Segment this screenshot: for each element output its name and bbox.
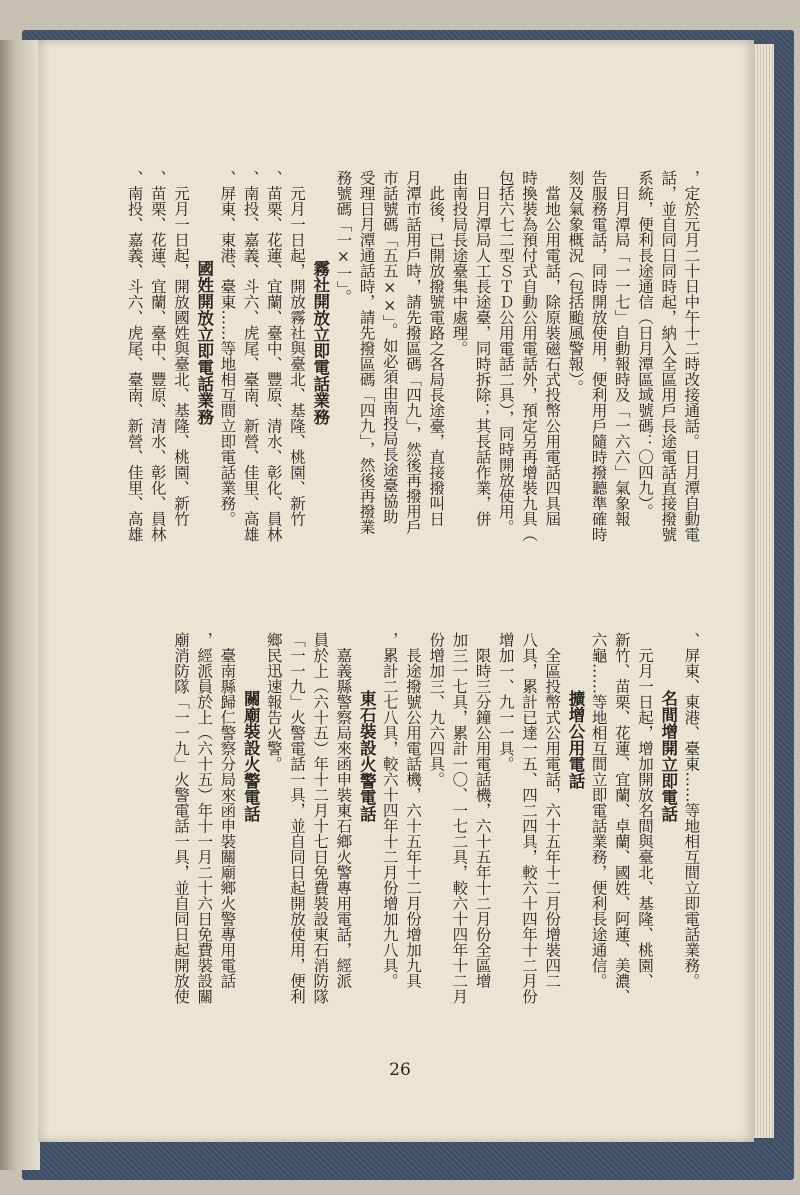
text-column: 日月潭局「一一七」自動報時及「一六六」氣象報 — [612, 170, 631, 527]
text-column: 限時三分鐘公用電話機，六十五年十二月份全區增 — [473, 632, 492, 989]
text-column: 加三一七具，累計一〇、一七二具，較六十四年十二月 — [450, 632, 469, 1004]
text-column: 時換裝為預付式自動公用電話外，預定另再增裝九具（ — [520, 170, 538, 542]
text-column: 、南投、嘉義、斗六、虎尾、臺南、新營、佳里、高雄 — [241, 170, 260, 542]
text-column: 新竹、苗栗、花蓮、宜蘭、卓蘭、國姓、阿蓮、美濃、 — [612, 632, 631, 1004]
text-column: 市話號碼「五五××」。如必須由南投局長途臺協助 — [380, 170, 399, 524]
section-heading: 擴增公用電話 — [566, 690, 585, 789]
text-column: 由南投局長途臺集中處理。 — [450, 170, 469, 356]
text-column: 、苗栗、花蓮、宜蘭、臺中、豐原、清水、彰化、員林 — [148, 170, 167, 542]
text-column: ，累計二七八具，較六十四年十二月份增加九八具。 — [380, 632, 399, 989]
text-column: 廟消防隊「一一九」火警電話一具，並自同日起開放使 — [172, 632, 190, 1004]
text-column: 、苗栗、花蓮、宜蘭、臺中、豐原、清水、彰化、員林 — [264, 170, 283, 542]
text-column: 包括六七二型ＳＴＤ公用電話二具），同時開放使用。 — [496, 170, 515, 535]
text-column: 元月一日起，增加開放名間與臺北、基隆、桃園、 — [636, 632, 654, 989]
section-heading: 國姓開放立即電話業務 — [194, 260, 214, 425]
text-column: 增加一、九一一具。 — [496, 632, 515, 772]
text-column: 、屏東、東港、臺東……等地相互間立即電話業務。 — [218, 170, 237, 527]
section-heading: 霧社開放立即電話業務 — [310, 260, 330, 425]
text-column: 月潭市話用戶時，請先撥區碼「四九」，然後再撥用戶 — [404, 170, 422, 535]
text-column: ，經派員於上（六十五）年十一月二十六日免費裝設關 — [195, 632, 214, 1004]
text-column: 份增加三、九六四具。 — [427, 632, 446, 787]
text-column: 、屏東、東港、臺東……等地相互間立即電話業務。 — [682, 632, 701, 989]
right-page-edge — [752, 44, 774, 1138]
text-column: ，定於元月二十日中午十二時改接通話。日月潭自動電 — [682, 170, 701, 542]
text-column: 刻及氣象概況（包括颱風警報）。 — [566, 170, 585, 395]
text-column: 元月一日起，開放霧社與臺北、基隆、桃園、新竹 — [288, 170, 306, 527]
text-column: 員於上（六十五）年十二月十七日免費裝設東石消防隊 — [311, 632, 330, 1004]
section-heading: 名間增開立即電話 — [658, 690, 678, 822]
text-column: 鄉民迅速報告火警。 — [264, 632, 283, 772]
text-column: 六龜……等地相互間立即電話業務，便利長途通信。 — [589, 632, 608, 989]
text-column: 務號碼「一×一」。 — [334, 170, 353, 305]
text-column: 告服務電話，同時開放使用，便利用戶隨時撥聽準確時 — [589, 170, 608, 542]
text-column: 受理日月潭通話時，請先撥區碼「四九」，然後再撥業 — [357, 170, 376, 535]
text-column: 「一一九」火警電話一具，並自同日起開放使用，便利 — [288, 632, 306, 1004]
section-heading: 東石裝設火警電話 — [357, 690, 377, 822]
section-heading: 關廟裝設火警電話 — [241, 690, 261, 822]
text-column: 此後，已開放撥號電路之各局長途臺，直接撥叫日 — [427, 170, 446, 527]
text-column: 當地公用電話，除原裝磁石式投幣公用電話四具屆 — [543, 170, 562, 527]
text-column: 日月潭局人工長途臺，同時拆除；其長話作業，併 — [473, 170, 492, 527]
text-column: 長途撥號公用電話機，六十五年十二月份增加九具 — [404, 632, 422, 989]
text-column: 系統，便利長途通信（日月潭區域號碼：〇四九）。 — [636, 170, 654, 519]
text-column: 嘉義縣警察局來函申裝東石鄉火警專用電話，經派 — [334, 632, 353, 989]
text-column: 、南投、嘉義、斗六、虎尾、臺南、新營、佳里、高雄 — [125, 170, 144, 542]
text-column: 元月一日起，開放國姓與臺北、基隆、桃園、新竹 — [172, 170, 190, 527]
text-column: 全區投幣式公用電話，六十五年十二月份增裝四二 — [543, 632, 562, 989]
text-column: 八具，累計已達一五、四二四具，較六十四年十二月份 — [520, 632, 538, 1004]
left-page-edge — [0, 40, 40, 1170]
text-column: 話，並自同日同時起，納入全區用戶長途電話直接撥號 — [659, 170, 678, 542]
text-column: 臺南縣歸仁警察分局來函申裝關廟鄉火警專用電話 — [218, 632, 237, 989]
page-number: 26 — [389, 1060, 411, 1080]
